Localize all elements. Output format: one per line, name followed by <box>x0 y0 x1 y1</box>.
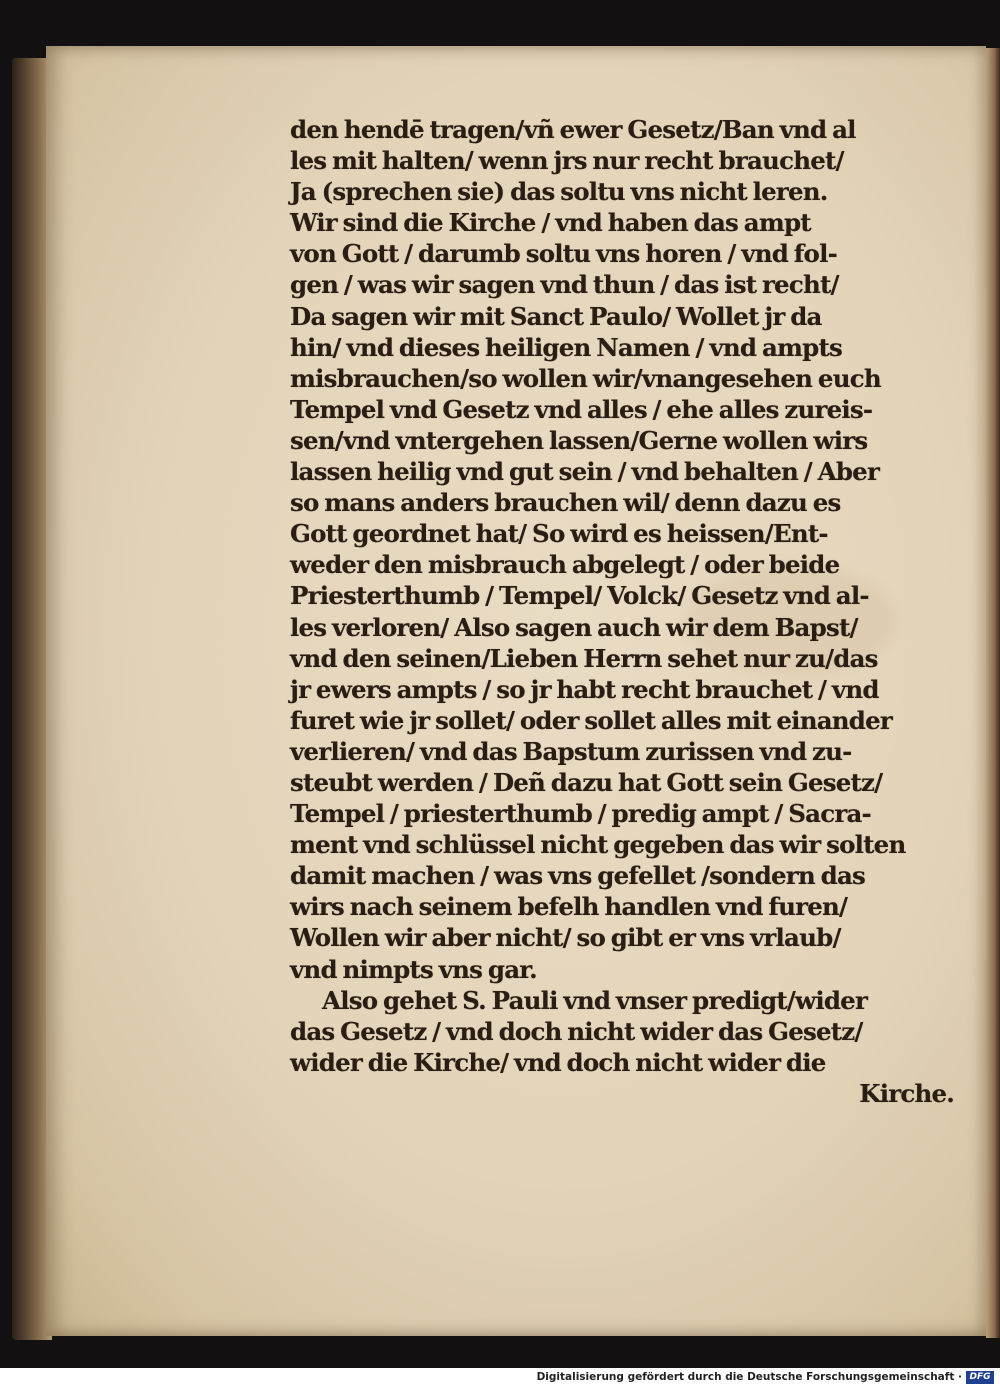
text-line: jr ewers ampts / so jr habt recht brauchet / vnd <box>290 674 879 704</box>
text-line-paragraph-start: Also gehet S. Pauli vnd vnser predigt/wider <box>322 985 868 1015</box>
text-line: steubt werden / Deñ dazu hat Gott sein Gesetz/ <box>290 767 883 797</box>
text-line: damit machen / was vns gefellet /sondern das <box>290 861 866 891</box>
text-line: Ja (sprechen sie) das soltu vns nicht leren. <box>290 177 828 207</box>
text-line: Wir sind die Kirche / vnd haben das ampt <box>290 208 811 238</box>
text-line: les verloren/ Also sagen auch wir dem Bapst/ <box>290 612 858 642</box>
text-line: Da sagen wir mit Sanct Paulo/ Wollet jr da <box>290 301 822 331</box>
book-right-edge <box>986 48 1000 1338</box>
book-page <box>46 46 986 1336</box>
text-line: furet wie jr sollet/ oder sollet alles mit einander <box>290 705 893 735</box>
text-line: Tempel / priesterthumb / predig ampt / Sacra- <box>290 799 871 829</box>
text-line: wirs nach seinem befelh handlen vnd furen/ <box>290 892 848 922</box>
text-line: ment vnd schlüssel nicht gegeben das wir solten <box>290 830 906 860</box>
text-line: wider die Kirche/ vnd doch nicht wider die <box>290 1047 826 1077</box>
catchword: Kirche. <box>859 1078 954 1108</box>
digitization-credit: Digitalisierung gefördert durch die Deutsche Forschungsgemeinschaft · <box>536 1371 962 1383</box>
text-line: Priesterthumb / Tempel/ Volck/ Gesetz vnd al- <box>290 581 869 611</box>
text-line: hin/ vnd dieses heiligen Namen / vnd ampts <box>290 332 842 362</box>
text-line: vnd nimpts vns gar. <box>290 954 537 984</box>
text-line: sen/vnd vntergehen lassen/Gerne wollen wirs <box>290 425 868 455</box>
text-line: les mit halten/ wenn jrs nur recht brauchet/ <box>290 146 844 176</box>
text-line: Gott geordnet hat/ So wird es heissen/Ent- <box>290 519 828 549</box>
text-line: verlieren/ vnd das Bapstum zurissen vnd zu- <box>290 736 852 766</box>
text-line: so mans anders brauchen wil/ denn dazu es <box>290 488 841 518</box>
text-line: gen / was wir sagen vnd thun / das ist recht/ <box>290 270 839 300</box>
text-line: lassen heilig vnd gut sein / vnd behalten / Aber <box>290 457 880 487</box>
text-line: weder den misbrauch abgelegt / oder beide <box>290 550 840 580</box>
text-line: vnd den seinen/Lieben Herrn sehet nur zu/das <box>290 643 878 673</box>
footer-bar <box>0 1368 1000 1389</box>
text-block <box>290 114 968 1109</box>
text-line: das Gesetz / vnd doch nicht wider das Gesetz/ <box>290 1016 863 1046</box>
text-line: Tempel vnd Gesetz vnd alles / ehe alles zureis- <box>290 394 873 424</box>
text-line: misbrauchen/so wollen wir/vnangesehen euch <box>290 363 881 393</box>
dfg-logo-icon: DFG <box>966 1371 994 1384</box>
text-line: den hendē tragen/vñ ewer Gesetz/Ban vnd al <box>290 115 856 144</box>
text-line: von Gott / darumb soltu vns horen / vnd fol- <box>290 239 837 269</box>
text-line: Wollen wir aber nicht/ so gibt er vns vrlaub/ <box>290 923 841 953</box>
